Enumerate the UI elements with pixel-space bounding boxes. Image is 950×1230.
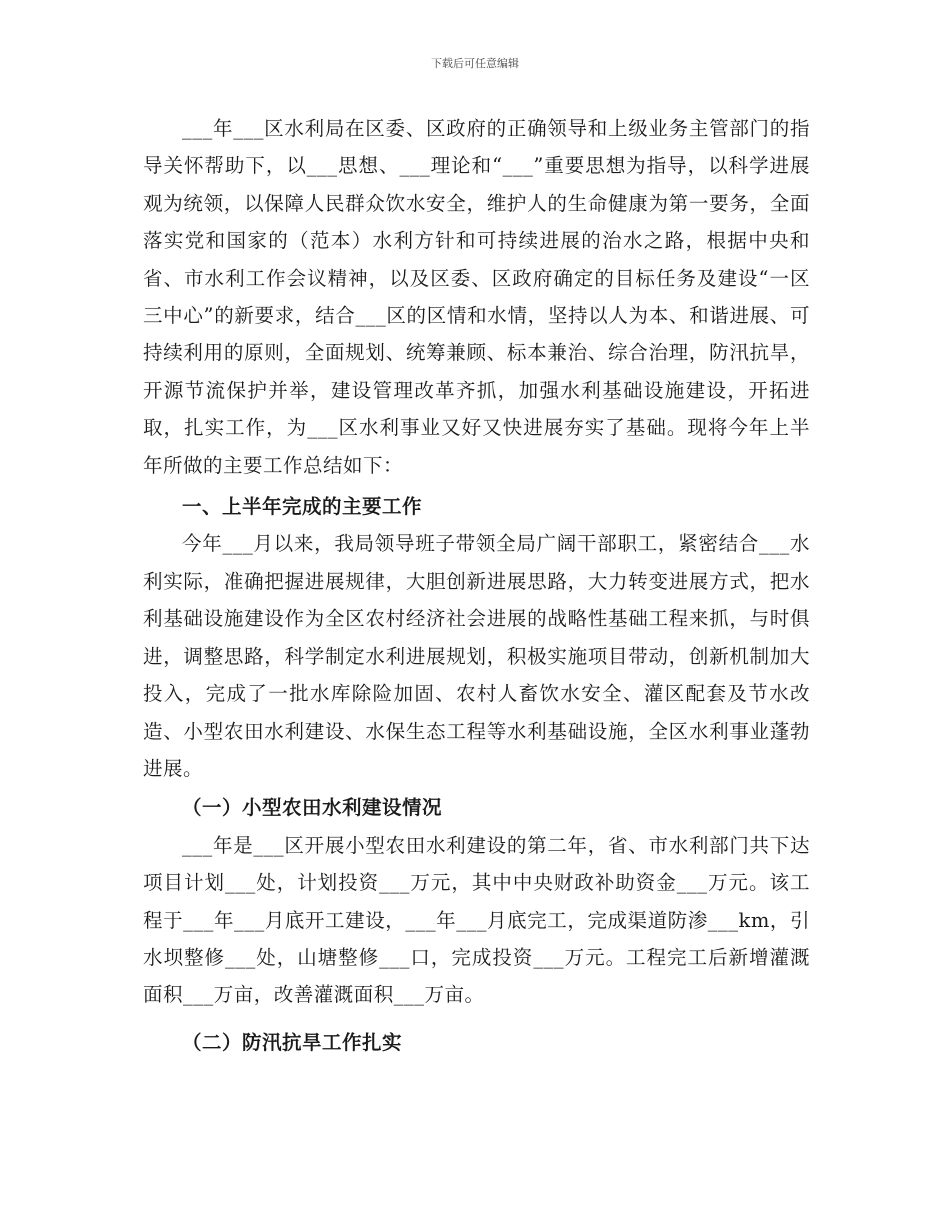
subsection-paragraph-1: ___年是___区开展小型农田水利建设的第二年，省、市水利部门共下达项目计划___处，计划投资___万元，其中中央财政补助资金___万元。该工程于___年___月底开工建设，___年___月底完工，完成渠道防渗___km，引水坝整修___处，山塘整修___口，完成投资___万元。工程完工后新增灌溉面积___万亩，改善灌溉面积___万亩。 <box>143 833 810 1007</box>
section-heading: 一、上半年完成的主要工作 <box>182 495 423 519</box>
section-paragraph: 今年___月以来，我局领导班子带领全局广阔干部职工，紧密结合___水利实际，准确把握进展规律，大胆创新进展思路，大力转变进展方式，把水利基础设施建设作为全区农村经济社会进展的战略性基础工程来抓，与时俱进，调整思路，科学制定水利进展规划，积极实施项目带动，创新机制加大投入，完成了一批水库除险加固、农村人畜饮水安全、灌区配套及节水改造、小型农田水利建设、水保生态工程等水利基础设施，全区水利事业蓬勃进展。 <box>143 532 810 780</box>
subsection-heading-2: （二）防汛抗旱工作扎实 <box>182 1030 403 1054</box>
page-header: 下载后可任意编辑 <box>431 57 519 70</box>
intro-paragraph: ___年___区水利局在区委、区政府的正确领导和上级业务主管部门的指导关怀帮助下，以___思想、___理论和“___”重要思想为指导，以科学进展观为统领，以保障人民群众饮水安全，维护人的生命健康为第一要务，全面落实党和国家的（范本）水利方针和可持续进展的治水之路，根据中央和省、市水利工作会议精神，以及区委、区政府确定的目标任务及建设“一区三中心”的新要求，结合___区的区情和水情，坚持以人为本、和谐进展、可持续利用的原则，全面规划、统筹兼顾、标本兼治、综合治理，防汛抗旱，开源节流保护并举，建设管理改革齐抓，加强水利基础设施建设，开拓进取，扎实工作，为___区水利事业又好又快进展夯实了基础。现将今年上半年所做的主要工作总结如下： <box>143 117 810 477</box>
document-body <box>143 110 810 1061</box>
subsection-heading-1: （一）小型农田水利建设情况 <box>182 796 443 820</box>
